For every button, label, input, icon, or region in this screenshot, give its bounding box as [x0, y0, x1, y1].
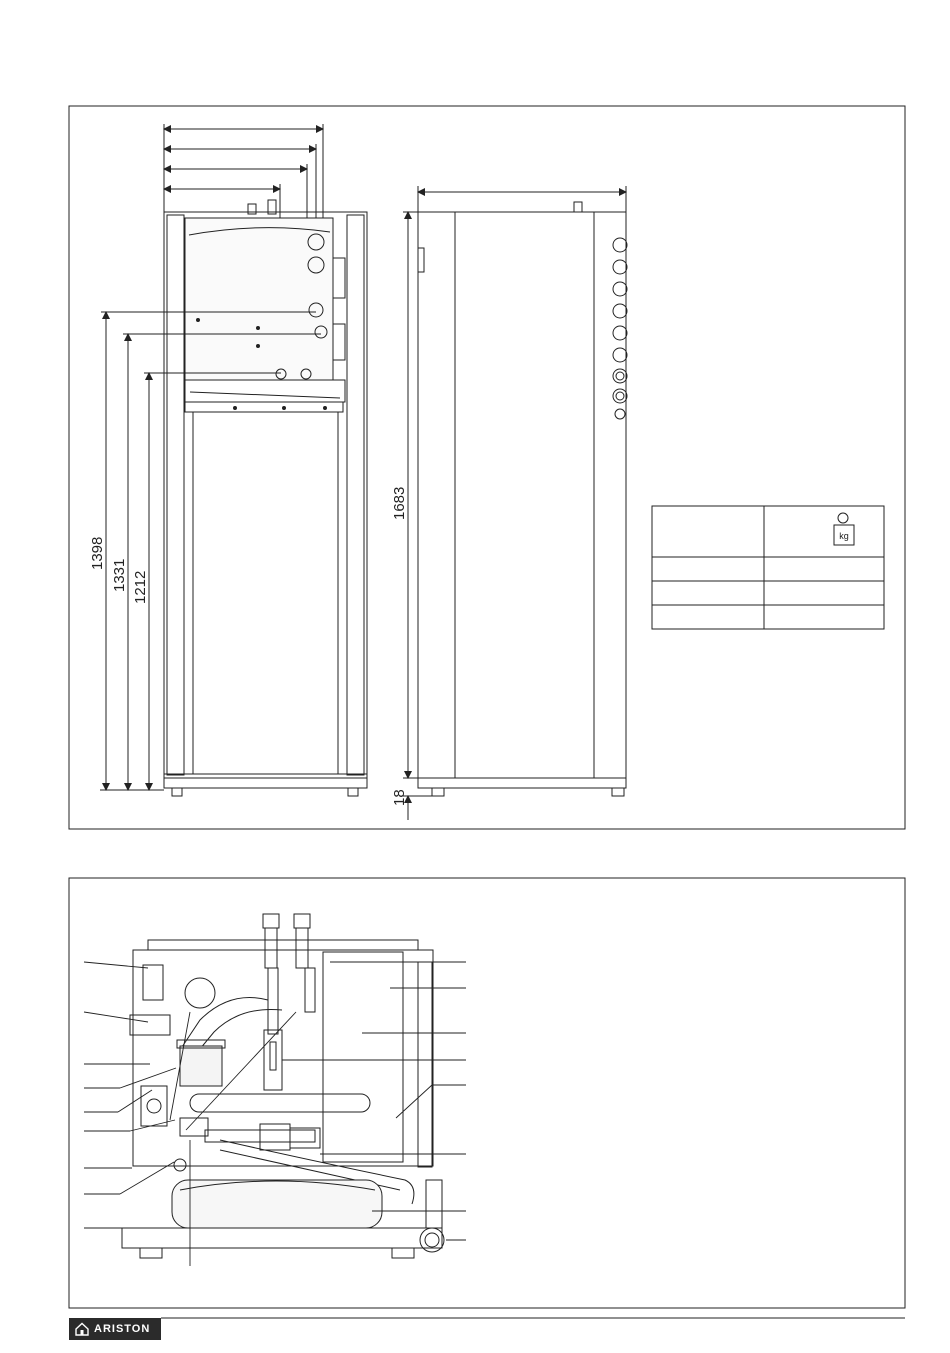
dim-1212-label: 1212 — [132, 570, 149, 604]
dim-1331-label: 1331 — [111, 558, 128, 592]
front-view-unit — [164, 200, 367, 796]
brand-name: ARISTON — [94, 1323, 151, 1335]
dim-1683-label: 1683 — [391, 486, 408, 520]
internal-components-drawing — [122, 914, 444, 1258]
dimensions-panel — [69, 106, 905, 829]
weight-table — [652, 506, 884, 629]
dim-18-label: 18 — [391, 789, 408, 806]
ariston-logo — [69, 1318, 161, 1340]
kg-icon-label: kg — [839, 531, 849, 541]
dim-1398-label: 1398 — [89, 536, 106, 570]
components-panel — [69, 878, 905, 1308]
house-icon — [75, 1322, 89, 1336]
height-dimensions — [100, 312, 321, 790]
side-view-unit — [403, 186, 627, 820]
